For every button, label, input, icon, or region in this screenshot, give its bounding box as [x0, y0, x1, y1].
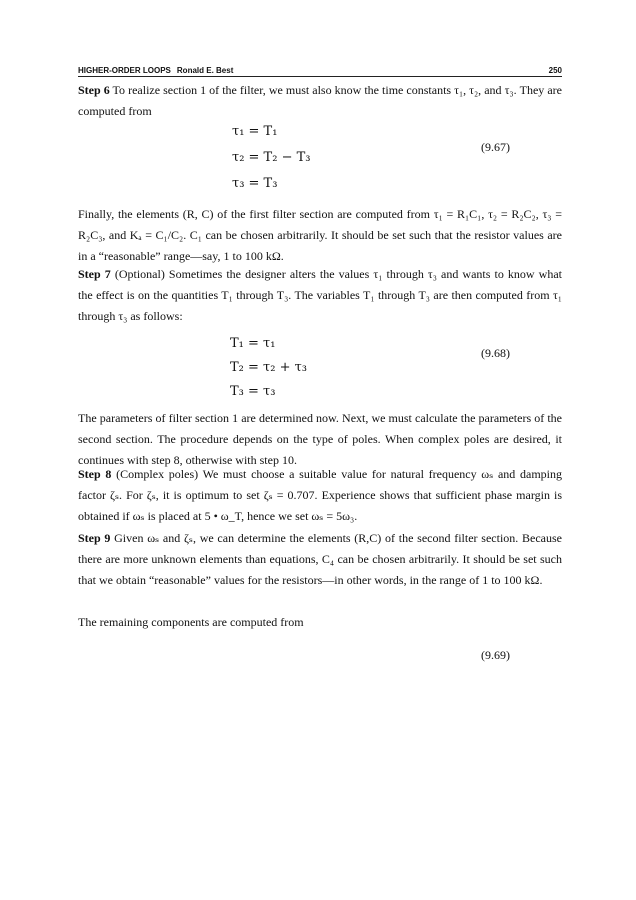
- finally-paragraph: Finally, the elements (R, C) of the first filter section are computed from τ₁ = R₁C₁, τ₂ = R₂C₂, τ₃ = R₂C₃, and Kₐ = C₁/C₂. C₁ can be chosen arbitrarily. It should be set such that the resistor values are in a “reasonable” range—say, 1 to 100 kΩ.: [78, 207, 562, 263]
- header-rule: [78, 76, 562, 77]
- remaining-paragraph: The remaining components are computed from: [78, 615, 304, 629]
- step8-paragraph: [78, 464, 562, 527]
- step7-text: (Optional) Sometimes the designer alters the values τ₁ through τ₃ and wants to know what the effect is on the quantities T₁ through T₃. The variables T₁ through T₃ are then computed from τ₁ through τ₃ as follows:: [78, 267, 562, 323]
- step9-text: Given ωₛ and ζₛ, we can determine the elements (R,C) of the second filter section. Because there are more unknown elements than equations, C₄ can be chosen arbitrarily. It should be set such that we obtain “reasonable” values for the resistors—in other words, in the range of 1 to 100 kΩ.: [78, 531, 562, 587]
- header-author: Ronald E. Best: [176, 66, 234, 75]
- equation-line: T₂ = τ₂ + τ₃: [230, 360, 308, 375]
- equation-number: (9.68): [481, 346, 510, 360]
- equation-number: (9.67): [481, 140, 510, 154]
- step7-label: Step 7: [78, 267, 111, 281]
- step8-text: (Complex poles) We must choose a suitable value for natural frequency ωₛ and damping factor ζₛ. For ζₛ, it is optimum to set ζₛ = 0.707. Experience shows that sufficient phase margin is obtained if ωₛ is placed at 5 • ω_T, hence we set ωₛ = 5ω₃.: [78, 467, 562, 523]
- step9-label: Step 9: [78, 531, 111, 545]
- step7-paragraph: [78, 264, 562, 327]
- step6-paragraph: [78, 80, 562, 122]
- equation-line: τ₁ = T₁: [232, 124, 278, 139]
- equation-line: T₃ = τ₃: [230, 384, 276, 399]
- step6-label: Step 6: [78, 83, 110, 97]
- equation-line: T₁ = τ₁: [230, 336, 276, 351]
- equation-line: τ₃ = T₃: [232, 176, 278, 191]
- step6-text: To realize section 1 of the filter, we must also know the time constants τ₁, τ₂, and τ₃. They are computed from: [78, 83, 562, 118]
- header-title: HIGHER-ORDER LOOPS: [78, 66, 171, 75]
- equation-line: τ₂ = T₂ − T₃: [232, 150, 311, 165]
- equation-number-9-69: (9.69): [481, 648, 510, 662]
- step8-label: Step 8: [78, 467, 112, 481]
- parameters-paragraph: The parameters of filter section 1 are determined now. Next, we must calculate the parameters of the second section. The procedure depends on the type of poles. When complex poles are desired, it continues with step 8, otherwise with step 10.: [78, 411, 562, 467]
- running-header: [78, 62, 562, 76]
- page-number: 250: [548, 66, 562, 75]
- step9-paragraph: [78, 528, 562, 591]
